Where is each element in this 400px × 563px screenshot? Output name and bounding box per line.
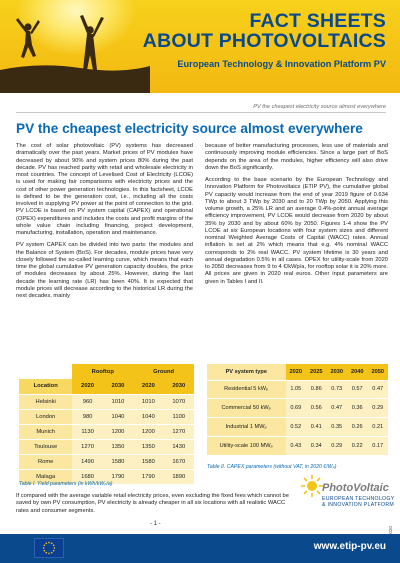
table-cell: 0.73 [326, 380, 346, 399]
table-cell: 1790 [103, 469, 133, 484]
table-cell: 0.47 [367, 380, 388, 399]
header-title [143, 11, 386, 51]
yield-table [19, 364, 194, 484]
table1-caption: Table I. Yield parameters (in kWh/kWₚ/a) [19, 481, 113, 487]
column-header-year: 2030 [326, 364, 346, 380]
row-label: Helsinki [19, 394, 72, 409]
table-cell: 0.57 [347, 380, 367, 399]
header-banner [0, 0, 400, 93]
people-silhouette-icon [0, 0, 150, 93]
table-cell: 1.05 [286, 380, 306, 399]
table-cell: 0.47 [326, 399, 346, 418]
table-cell: 1040 [103, 409, 133, 424]
table-cell: 1010 [103, 394, 133, 409]
page-number: - 1 - [150, 521, 161, 527]
table2-caption: Table II. CAPEX parameters (without VAT, in 2020 €/Wₚ) [207, 464, 337, 470]
eu-flag-icon [34, 538, 64, 558]
group-header-rooftop: Rooftop [72, 364, 133, 379]
table-cell: 960 [72, 394, 102, 409]
table-cell: 1670 [164, 454, 194, 469]
logo-tagline: & INNOVATION PLATFORM [322, 502, 395, 508]
row-label: London [19, 409, 72, 424]
table-cell: 1350 [133, 439, 163, 454]
table-cell: 1890 [164, 469, 194, 484]
table-cell: 0.22 [347, 436, 367, 455]
column-header-year: 2020 [133, 379, 163, 394]
table-cell: 0.36 [347, 399, 367, 418]
website-link[interactable]: www.etip-pv.eu [313, 541, 386, 552]
logo-name: PhotoVoltaic [322, 482, 389, 494]
sun-logo-icon [300, 474, 324, 498]
text-column-left [16, 143, 193, 305]
table-cell: 1200 [103, 424, 133, 439]
paragraph: because of better manufacturing processes, less use of materials and continuously improving module efficiencies. Since a large part of BoS depends on the area of the modules, higher efficiency will also drive down the BoS significantly. [205, 143, 388, 171]
table-cell: 1430 [164, 439, 194, 454]
table-cell: 0.86 [306, 380, 326, 399]
text-column-right [205, 143, 388, 291]
row-label: Residential 5 kWₚ [207, 380, 286, 399]
table-cell: 1200 [133, 424, 163, 439]
table-cell: 0.35 [326, 417, 346, 436]
table-cell: 1680 [72, 469, 102, 484]
table-cell: 980 [72, 409, 102, 424]
paragraph: The cost of solar photovoltaic (PV) systems has decreased dramatically over the past years. Market prices of PV modules have decreased by about 90% and system prices 80% during the past decade. PV has reached parity with retail and wholesale electricity in most countries. The concept of Levelised Cost of Electricity (LCOE) is used for making fair comparisons with electricity prices and the cost of other power generation technologies. In this factsheet, LCOE is defined to be the generation cost, i.e., including all the costs involved in supplying PV power at the point of connection to the grid. PV LCOE is based on PV system capital (CAPEX) and operational (OPEX) expenditures and includes the costs and profit margins of the whole value chain including financing, project development, manufacturing, installation, operation and maintenance. [16, 143, 193, 236]
row-label: Munich [19, 424, 72, 439]
column-header-location: Location [19, 379, 72, 394]
capex-table [207, 364, 388, 455]
table-cell: 0.29 [326, 436, 346, 455]
table-cell: 1790 [133, 469, 163, 484]
table-cell: 1040 [133, 409, 163, 424]
table-cell: 1350 [103, 439, 133, 454]
table-cell: 1270 [164, 424, 194, 439]
table-cell: 1490 [72, 454, 102, 469]
divider [16, 112, 386, 113]
table-cell: 0.52 [286, 417, 306, 436]
table-cell: 0.41 [306, 417, 326, 436]
table-cell: 0.34 [306, 436, 326, 455]
table-cell: 0.43 [286, 436, 306, 455]
table-row [207, 380, 388, 399]
running-header: PV the cheapest electricity source almost everywhere [253, 104, 386, 110]
header-subtitle: European Technology & Innovation Platform PV [177, 59, 386, 69]
column-header-system-type: PV system type [207, 364, 286, 380]
table-row [19, 409, 194, 424]
paragraph: According to the base scenario by the European Technology and Innovation Platform for Photovoltaics (ETIP PV), the cumulative global PV capacity would increase from the end of year 2019 figure of 0.634 TWp to about 3 TWp by 2030 and to 20 TWp by 2050. Applying this volume growth, a 25% LR and an average 0.4%-point annual average efficiency improvement, PV LCOE would decrease from 2020 by about 35% by 2030 and by about 60% by 2050. Figures 1-4 show the PV LCOE at six European locations with four system sizes and different nominal Weighted Average Costs of Capital (WACC) rates. Annual inflation is set at 2% which means that e.g. 4% nominal WACC corresponds to 2% real WACC. PV system lifetime is 30 years and annual degradation 0.5% in all cases. OPEX for utility-scale from 2020 to 2050 decreases from 9 to 4 €/kWp/a, for rooftop solar it is 20% more. All prices are given in 2020 real euros. Other input parameters are given in Tables I and II. [205, 177, 388, 285]
column-header-year: 2050 [367, 364, 388, 380]
column-header-year: 2030 [164, 379, 194, 394]
table-cell: 1100 [164, 409, 194, 424]
table-cell: 0.26 [347, 417, 367, 436]
paragraph: PV system CAPEX can be divided into two parts: the modules and the Balance of System (BoS). For decades, module prices have very closely followed the so-called learning curve, which means that each time the global cumulative PV generation capacity doubles, the price of modules decreases by about 25%. However, during the last decade the learning rate (LR) has been 40%. It is expected that module prices will decrease according to the historical LR during the next decades, mainly [16, 242, 193, 299]
article-title: PV the cheapest electricity source almost everywhere [16, 121, 363, 136]
table-cell: 0.17 [367, 436, 388, 455]
table-row [207, 436, 388, 455]
table-cell: 0.29 [367, 399, 388, 418]
table-row [19, 424, 194, 439]
row-label: Rome [19, 454, 72, 469]
table-cell: 1580 [103, 454, 133, 469]
column-header-year: 2020 [286, 364, 306, 380]
table-row [19, 454, 194, 469]
table-cell: 1580 [133, 454, 163, 469]
row-label: Toulouse [19, 439, 72, 454]
table-row [207, 417, 388, 436]
column-header-year: 2030 [103, 379, 133, 394]
table-cell: 1270 [72, 439, 102, 454]
table-row [207, 399, 388, 418]
group-header-ground: Ground [133, 364, 194, 379]
table-cell: 1010 [133, 394, 163, 409]
table-cell: 0.21 [367, 417, 388, 436]
table-row [19, 439, 194, 454]
column-header-year: 2025 [306, 364, 326, 380]
header-title-line1: FACT SHEETS [249, 10, 386, 32]
row-label: Utility-scale 100 MWₚ [207, 436, 286, 455]
column-header-year: 2020 [72, 379, 102, 394]
logo-tagline: EUROPEAN TECHNOLOGY [322, 496, 395, 502]
conclusion-paragraph: If compared with the average variable retail electricity prices, even excluding the fixed fees which cannot be saved by own PV consumption, PV electricity is already cheaper in all six locations with all realistic WACC rates and consumer segments. [16, 493, 289, 514]
row-label: Industrial 1 MWₚ [207, 417, 286, 436]
header-title-line2: ABOUT PHOTOVOLTAICS [142, 30, 386, 52]
table-cell: 1070 [164, 394, 194, 409]
row-label: Malaga [19, 469, 72, 484]
column-header-year: 2040 [347, 364, 367, 380]
table-cell: 0.69 [286, 399, 306, 418]
row-label: Commercial 50 kWₚ [207, 399, 286, 418]
table-cell: 1130 [72, 424, 102, 439]
table-row [19, 394, 194, 409]
table-cell: 0.56 [306, 399, 326, 418]
